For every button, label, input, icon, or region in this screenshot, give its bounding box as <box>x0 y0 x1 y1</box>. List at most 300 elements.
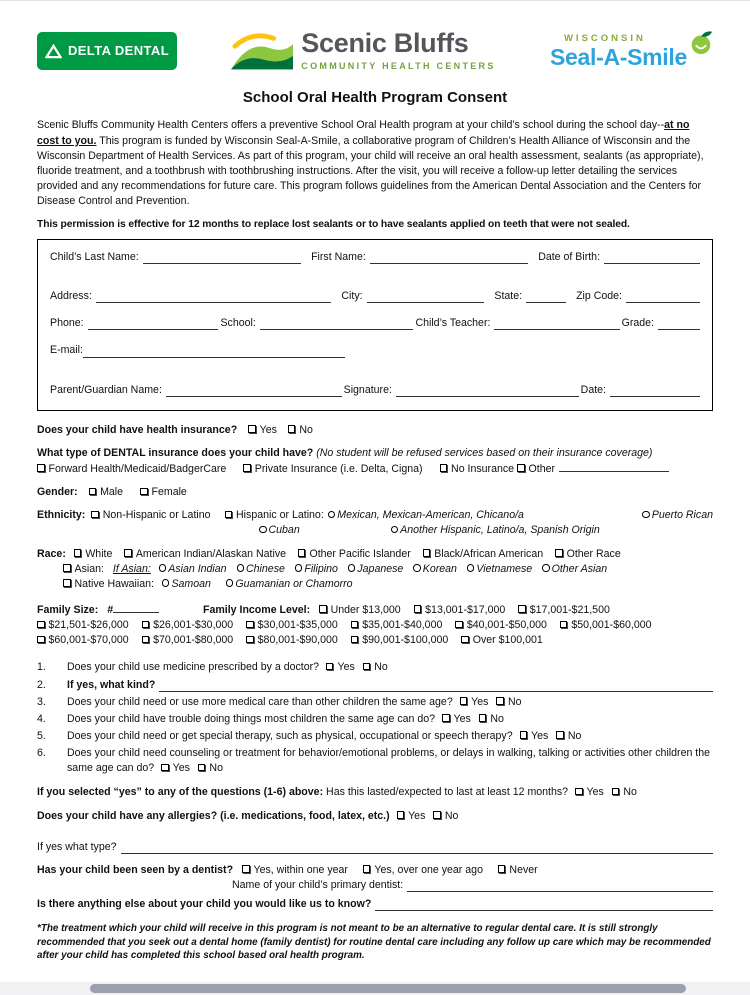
date-label: Date: <box>580 383 606 396</box>
option-label: Non-Hispanic or Latino <box>102 509 211 522</box>
checkbox-option[interactable] <box>461 634 543 646</box>
allergy-type-row <box>37 840 713 855</box>
teacher-label: Child’s Teacher: <box>415 317 491 330</box>
email-blank[interactable] <box>83 347 345 358</box>
checkbox-icon[interactable] <box>520 731 528 739</box>
email-row <box>50 343 700 358</box>
dentist-question-label: Has your child been seen by a dentist? <box>37 863 234 876</box>
radio-icon[interactable] <box>348 564 356 572</box>
race-label: Race: <box>37 547 66 560</box>
question-number: 4. <box>37 712 46 725</box>
another-hispanic-radio-option[interactable] <box>391 524 600 536</box>
checkbox-icon[interactable] <box>37 636 45 644</box>
radio-option[interactable] <box>467 563 532 575</box>
school-blank[interactable] <box>260 319 414 330</box>
option-label: Puerto Rican <box>651 509 713 522</box>
family-size-hash: # <box>107 603 114 616</box>
primary-dentist-row <box>37 878 713 893</box>
checkbox-option[interactable] <box>242 864 348 876</box>
checkbox-icon[interactable] <box>198 764 206 772</box>
yes-no-options <box>575 786 645 798</box>
checkbox-option[interactable] <box>423 548 543 560</box>
checkbox-icon[interactable] <box>498 865 506 873</box>
option-label: Yes <box>471 695 489 708</box>
hispanic-checkbox-option[interactable] <box>225 508 324 523</box>
checkbox-icon[interactable] <box>298 549 306 557</box>
native-hawaiian-checkbox-option[interactable] <box>63 578 154 590</box>
option-label: No <box>374 661 388 674</box>
hawaiian-option-list <box>162 578 365 590</box>
checkbox-option[interactable] <box>142 634 234 646</box>
option-label: $70,001-$80,000 <box>153 634 234 647</box>
yes-checkbox-option[interactable] <box>326 661 355 673</box>
dentist-option-list <box>242 864 550 876</box>
dental-insurance-options <box>37 461 713 477</box>
family-income-section <box>37 602 713 648</box>
radio-option[interactable] <box>237 563 285 575</box>
option-label: Female <box>151 486 187 499</box>
other-checkbox-option[interactable] <box>517 463 555 475</box>
checkbox-icon[interactable] <box>560 621 568 629</box>
asian-option-list <box>159 563 614 575</box>
grade-label: Grade: <box>621 317 654 330</box>
allergies-question <box>37 809 713 824</box>
checkbox-option[interactable] <box>37 634 129 646</box>
option-label: $90,001-$100,000 <box>362 634 449 647</box>
question-row-4 <box>37 712 713 727</box>
ethnicity-row-2 <box>37 523 713 538</box>
yes-checkbox-option[interactable] <box>397 810 426 822</box>
checkbox-option[interactable] <box>243 463 422 475</box>
option-label: Other Race <box>566 547 621 560</box>
option-label: Over $100,001 <box>472 634 543 647</box>
option-label: No <box>567 729 582 742</box>
question-row-3 <box>37 695 713 710</box>
delta-dental-logo <box>37 32 177 70</box>
checkbox-icon[interactable] <box>442 714 450 722</box>
checkbox-icon[interactable] <box>575 788 583 796</box>
allergy-type-blank[interactable] <box>121 843 714 854</box>
checkbox-icon[interactable] <box>518 605 526 613</box>
checkbox-icon[interactable] <box>63 579 71 587</box>
checkbox-icon[interactable] <box>612 788 620 796</box>
checkbox-icon[interactable] <box>460 697 468 705</box>
ethnicity-label: Ethnicity: <box>37 509 86 522</box>
date-of-birth-label: Date of Birth: <box>538 251 601 263</box>
option-label: Yes <box>408 809 426 822</box>
radio-option[interactable] <box>542 563 607 575</box>
checkbox-icon[interactable] <box>248 425 256 433</box>
option-label: Asian: <box>74 562 104 575</box>
intro-paragraph <box>37 118 713 209</box>
radio-option[interactable] <box>348 563 403 575</box>
question-text: Does your child need or get special therapy, such as physical, occupational or speech therapy? <box>67 729 513 742</box>
checkbox-icon[interactable] <box>397 811 405 819</box>
checkbox-option[interactable] <box>246 619 338 631</box>
no-checkbox-option[interactable] <box>363 661 388 673</box>
dental-insurance-section <box>37 446 713 477</box>
lasted-text: Has this lasted/expected to last at least 12 months? <box>326 786 569 799</box>
radio-option[interactable] <box>413 563 457 575</box>
radio-option[interactable] <box>226 578 353 590</box>
radio-icon[interactable] <box>642 511 650 519</box>
asian-checkbox-option[interactable] <box>63 563 104 575</box>
radio-icon[interactable] <box>413 564 421 572</box>
option-label: Yes <box>453 712 471 725</box>
no-checkbox-option[interactable] <box>556 730 581 742</box>
yes-checkbox-option[interactable] <box>248 424 277 436</box>
race-row-hawaiian <box>37 577 713 592</box>
seal-a-smile-logo <box>550 32 713 71</box>
checkbox-icon[interactable] <box>74 549 82 557</box>
treatment-disclaimer: *The treatment which your child will receive in this program is not meant to be an alternative to regular dental care. It is still strongly recommended that you seek out a dental home (family dentist) for routine dental care including any follow up care which may be recommended after your child has completed this school based oral health program. <box>37 923 711 962</box>
checkbox-icon[interactable] <box>479 714 487 722</box>
child-last-name-label: Child’s Last Name: <box>50 251 139 263</box>
state-blank[interactable] <box>526 292 566 303</box>
checkbox-icon[interactable] <box>496 697 504 705</box>
primary-dentist-label: Name of your child’s primary dentist: <box>232 878 404 891</box>
question-text: Does your child need or use more medical care than other children the same age? <box>67 695 453 708</box>
checkbox-option[interactable] <box>74 548 113 560</box>
if-asian-label: If Asian: <box>112 562 151 575</box>
teacher-blank[interactable] <box>494 319 619 330</box>
yes-checkbox-option[interactable] <box>520 730 549 742</box>
option-label: No Insurance <box>451 462 515 475</box>
option-label: $13,001-$17,000 <box>425 603 506 616</box>
date-of-birth-blank[interactable] <box>604 253 700 264</box>
yes-no-options <box>460 696 530 708</box>
option-label: American Indian/Alaskan Native <box>135 547 287 560</box>
checkbox-option[interactable] <box>37 619 129 631</box>
anything-else-label: Is there anything else about your child you would like us to know? <box>37 898 372 911</box>
no-checkbox-option[interactable] <box>288 424 313 436</box>
city-label: City: <box>341 290 363 303</box>
yes-checkbox-option[interactable] <box>460 696 489 708</box>
checkbox-icon[interactable] <box>89 488 97 496</box>
delta-triangle-icon <box>45 44 62 59</box>
radio-icon[interactable] <box>162 579 170 587</box>
checkbox-icon[interactable] <box>246 621 254 629</box>
radio-icon[interactable] <box>391 526 399 534</box>
yes-checkbox-option[interactable] <box>575 786 604 798</box>
selected-yes-label: If you selected “yes” to any of the questions (1-6) above: <box>37 786 324 799</box>
allergy-type-label: If yes what type? <box>37 840 117 853</box>
option-label: No <box>209 762 223 775</box>
checkbox-icon[interactable] <box>246 636 254 644</box>
zip-label: Zip Code: <box>576 290 622 303</box>
checkbox-icon[interactable] <box>243 464 251 472</box>
yes-no-options <box>397 810 467 822</box>
option-label: Under $13,000 <box>330 603 401 616</box>
checkbox-icon[interactable] <box>242 865 250 873</box>
checkbox-icon[interactable] <box>91 511 99 519</box>
lasted-12-months-question <box>37 785 713 800</box>
checkbox-option[interactable] <box>518 604 610 616</box>
option-label: $50,001-$60,000 <box>571 619 652 632</box>
checkbox-option[interactable] <box>560 619 652 631</box>
zip-blank[interactable] <box>626 292 700 303</box>
signature-label: Signature: <box>343 383 392 396</box>
no-checkbox-option[interactable] <box>496 696 521 708</box>
checkbox-icon[interactable] <box>161 764 169 772</box>
question-row-6 <box>37 746 713 776</box>
option-label: Other Pacific Islander <box>309 547 411 560</box>
checkbox-icon[interactable] <box>319 605 327 613</box>
checkbox-icon[interactable] <box>555 549 563 557</box>
no-checkbox-option[interactable] <box>479 713 504 725</box>
radio-icon[interactable] <box>328 511 336 519</box>
yes-no-options <box>161 762 231 774</box>
signature-blank[interactable] <box>396 386 579 397</box>
child-last-name-blank[interactable] <box>143 253 301 264</box>
option-label: Vietnamese <box>476 562 533 575</box>
question-number: 3. <box>37 695 46 708</box>
option-label: Asian Indian <box>168 562 227 575</box>
gender-option-list <box>89 486 187 498</box>
option-label: Forward Health/Medicaid/BadgerCare <box>48 462 227 475</box>
seal-a-smile-wordmark: Seal-A-Smile <box>549 44 687 71</box>
puerto-rican-radio-option[interactable] <box>642 508 713 523</box>
no-checkbox-option[interactable] <box>612 786 637 798</box>
option-label: No <box>299 423 313 436</box>
seal-a-smile-state-label: WISCONSIN <box>563 32 646 44</box>
no-checkbox-option[interactable] <box>433 810 458 822</box>
checkbox-icon[interactable] <box>414 605 422 613</box>
phone-label: Phone: <box>50 317 84 330</box>
race-row-asian <box>37 562 713 577</box>
radio-icon[interactable] <box>542 564 550 572</box>
non-hispanic-checkbox-option[interactable] <box>91 508 210 523</box>
checkbox-icon[interactable] <box>351 621 359 629</box>
option-label: Samoan <box>171 577 211 590</box>
checkbox-icon[interactable] <box>433 811 441 819</box>
checkbox-icon[interactable] <box>363 865 371 873</box>
first-name-blank[interactable] <box>370 253 528 264</box>
checkbox-icon[interactable] <box>37 621 45 629</box>
checkbox-icon[interactable] <box>63 564 71 572</box>
option-label: $60,001-$70,000 <box>48 634 129 647</box>
scrollbar-thumb[interactable] <box>90 984 686 993</box>
radio-icon[interactable] <box>226 579 234 587</box>
permission-statement: This permission is effective for 12 months to replace lost sealants or to have sealants applied on teeth that were not sealed. <box>37 219 630 231</box>
option-label: $30,001-$35,000 <box>257 619 338 632</box>
parent-guardian-blank[interactable] <box>166 386 342 397</box>
option-label: No <box>490 712 504 725</box>
question-text: Does your child need counseling or treatment for behavior/emotional problems, or delays in walking, talking or activities other children the same age can do? <box>67 747 711 775</box>
question-text: If yes, what kind? <box>67 678 156 691</box>
school-label: School: <box>220 317 256 330</box>
gender-section <box>37 485 713 500</box>
question-row-5 <box>37 729 713 744</box>
yes-no-options <box>520 730 590 742</box>
checkbox-option[interactable] <box>319 604 401 616</box>
option-label: $40,001-$50,000 <box>466 619 547 632</box>
checkbox-icon[interactable] <box>517 464 525 472</box>
checkbox-option[interactable] <box>351 634 449 646</box>
option-label: Another Hispanic, Latino/a, Spanish Origin <box>400 524 600 537</box>
health-insurance-yes-no <box>248 424 321 436</box>
checkbox-icon[interactable] <box>556 731 564 739</box>
option-label: Black/African American <box>434 547 544 560</box>
dental-insurance-label: What type of DENTAL insurance does your child have? <box>37 446 314 459</box>
option-label: White <box>85 547 113 560</box>
phone-row <box>50 316 700 331</box>
question-number: 1. <box>37 661 46 674</box>
option-label: Mexican, Mexican-American, Chicano/a <box>337 509 524 522</box>
option-label: $21,501-$26,000 <box>48 619 129 632</box>
option-label: $17,001-$21,500 <box>529 603 610 616</box>
checkbox-option[interactable] <box>124 548 286 560</box>
checkbox-option[interactable] <box>140 486 187 498</box>
child-info-box <box>37 239 713 411</box>
checkbox-icon[interactable] <box>351 636 359 644</box>
question-text: Does your child have trouble doing things most children the same age can do? <box>67 712 436 725</box>
name-row <box>50 250 700 265</box>
checkbox-icon[interactable] <box>363 663 371 671</box>
question-text: Does your child use medicine prescribed by a doctor? <box>67 661 320 674</box>
radio-option[interactable] <box>162 578 211 590</box>
radio-icon[interactable] <box>237 564 245 572</box>
radio-icon[interactable] <box>295 564 303 572</box>
question-number: 5. <box>37 729 46 742</box>
checkbox-icon[interactable] <box>124 549 132 557</box>
checkbox-option[interactable] <box>298 548 411 560</box>
parent-signature-row <box>50 383 700 398</box>
cuban-radio-option[interactable] <box>259 524 300 536</box>
radio-icon[interactable] <box>259 526 267 534</box>
option-label: Hispanic or Latino: <box>236 509 324 522</box>
question-row-1 <box>37 660 713 675</box>
option-label: Guamanian or Chamorro <box>235 577 353 590</box>
address-label: Address: <box>50 290 92 303</box>
radio-icon[interactable] <box>467 564 475 572</box>
checkbox-icon[interactable] <box>423 549 431 557</box>
checkbox-icon[interactable] <box>37 464 45 472</box>
allergies-label: Does your child have any allergies? (i.e. medications, food, latex, etc.) <box>37 809 390 822</box>
checkbox-icon[interactable] <box>455 621 463 629</box>
dental-insurance-note: (No student will be refused services based on their insurance coverage) <box>316 446 653 459</box>
option-label: No <box>623 786 637 799</box>
intro-part1: Scenic Bluffs Community Health Centers offers a preventive School Oral Health program at your child’s school during the school day-- <box>37 119 665 132</box>
option-label: $35,001-$40,000 <box>362 619 443 632</box>
yes-checkbox-option[interactable] <box>442 713 471 725</box>
option-label: Other <box>528 462 556 475</box>
address-blank[interactable] <box>96 292 332 303</box>
what-kind-blank[interactable] <box>159 681 713 692</box>
checkbox-option[interactable] <box>498 864 538 876</box>
option-label: Yes <box>172 762 190 775</box>
ethnicity-section <box>37 508 713 538</box>
radio-option[interactable] <box>159 563 227 575</box>
gender-label: Gender: <box>37 486 78 499</box>
dental-insurance-option-list <box>37 463 517 475</box>
checkbox-option[interactable] <box>142 619 234 631</box>
intro-part2: This program is funded by Wisconsin Seal-A-Smile, a collaborative program of Children’s Health Alliance of Wisconsin and the Wisconsin Department of Health Services. As part of this program, your child will receive an oral health assessment, sealants (as appropriate), fluoride treatment, and a toothbrush with toothbrushing instructions. After the visit, you will receive a follow-up letter detailing the services provided and any recommendations for future care. This program follows guidelines from the American Dental Association and the Centers for Disease Control and Prevention. <box>37 134 704 208</box>
health-insurance-label: Does your child have health insurance? <box>37 423 238 436</box>
checkbox-option[interactable] <box>440 463 515 475</box>
health-insurance-question <box>37 423 713 438</box>
option-label: Chinese <box>246 562 285 575</box>
race-option-list <box>74 548 630 560</box>
parent-guardian-label: Parent/Guardian Name: <box>50 383 162 396</box>
email-label: E-mail: <box>50 344 83 357</box>
consent-form-page <box>0 1 750 963</box>
radio-icon[interactable] <box>159 564 167 572</box>
yes-no-options <box>326 661 396 673</box>
anything-else-row <box>37 897 713 912</box>
no-checkbox-option[interactable] <box>198 762 223 774</box>
option-label: Yes, within one year <box>253 863 348 876</box>
checkbox-icon[interactable] <box>288 425 296 433</box>
checkbox-icon[interactable] <box>461 636 469 644</box>
checkbox-option[interactable] <box>414 604 506 616</box>
checkbox-icon[interactable] <box>326 663 334 671</box>
checkbox-option[interactable] <box>555 548 621 560</box>
mexican-radio-option[interactable] <box>328 508 524 523</box>
dentist-question-row <box>37 863 713 878</box>
date-blank[interactable] <box>610 386 700 397</box>
intro-highlight: at no cost to you. <box>37 119 690 147</box>
checkbox-icon[interactable] <box>225 511 233 519</box>
option-label: Filipino <box>304 562 338 575</box>
option-label: No <box>507 695 522 708</box>
city-blank[interactable] <box>367 292 485 303</box>
checkbox-option[interactable] <box>363 864 483 876</box>
option-label: Yes <box>586 786 604 799</box>
race-section <box>37 547 713 592</box>
checkbox-icon[interactable] <box>142 621 150 629</box>
health-questions <box>37 660 713 776</box>
yes-checkbox-option[interactable] <box>161 762 190 774</box>
scenic-bluffs-wordmark: Scenic Bluffs <box>301 27 469 58</box>
option-label: Yes, over one year ago <box>374 863 483 876</box>
scenic-bluffs-text <box>301 27 496 73</box>
option-label: Japanese <box>357 562 404 575</box>
option-label: Korean <box>422 562 457 575</box>
primary-dentist-blank[interactable] <box>407 881 713 892</box>
option-label: Yes <box>337 661 355 674</box>
checkbox-icon[interactable] <box>142 636 150 644</box>
delta-dental-wordmark: DELTA DENTAL <box>67 42 170 58</box>
checkbox-option[interactable] <box>455 619 547 631</box>
hills-icon <box>231 29 293 73</box>
checkbox-option[interactable] <box>37 463 226 475</box>
checkbox-icon[interactable] <box>140 488 148 496</box>
radio-option[interactable] <box>295 563 338 575</box>
option-label: Private Insurance (i.e. Delta, Cigna) <box>254 462 423 475</box>
checkbox-option[interactable] <box>351 619 443 631</box>
other-insurance-blank[interactable] <box>559 461 669 472</box>
checkbox-option[interactable] <box>246 634 338 646</box>
scenic-bluffs-logo <box>231 29 495 73</box>
option-label: Male <box>100 486 124 499</box>
ethnicity-row-1 <box>37 508 713 523</box>
question-number: 2. <box>37 678 46 691</box>
header <box>37 25 713 77</box>
grade-blank[interactable] <box>658 319 700 330</box>
state-label: State: <box>494 290 523 303</box>
phone-blank[interactable] <box>88 319 219 330</box>
anything-else-blank[interactable] <box>375 900 713 911</box>
question-number: 6. <box>37 747 46 760</box>
checkbox-icon[interactable] <box>440 464 448 472</box>
apple-icon <box>687 28 715 56</box>
horizontal-scrollbar[interactable] <box>0 982 750 995</box>
checkbox-option[interactable] <box>89 486 123 498</box>
option-label: Other Asian <box>551 562 608 575</box>
yes-no-options <box>442 713 512 725</box>
family-size-blank[interactable] <box>113 602 159 613</box>
